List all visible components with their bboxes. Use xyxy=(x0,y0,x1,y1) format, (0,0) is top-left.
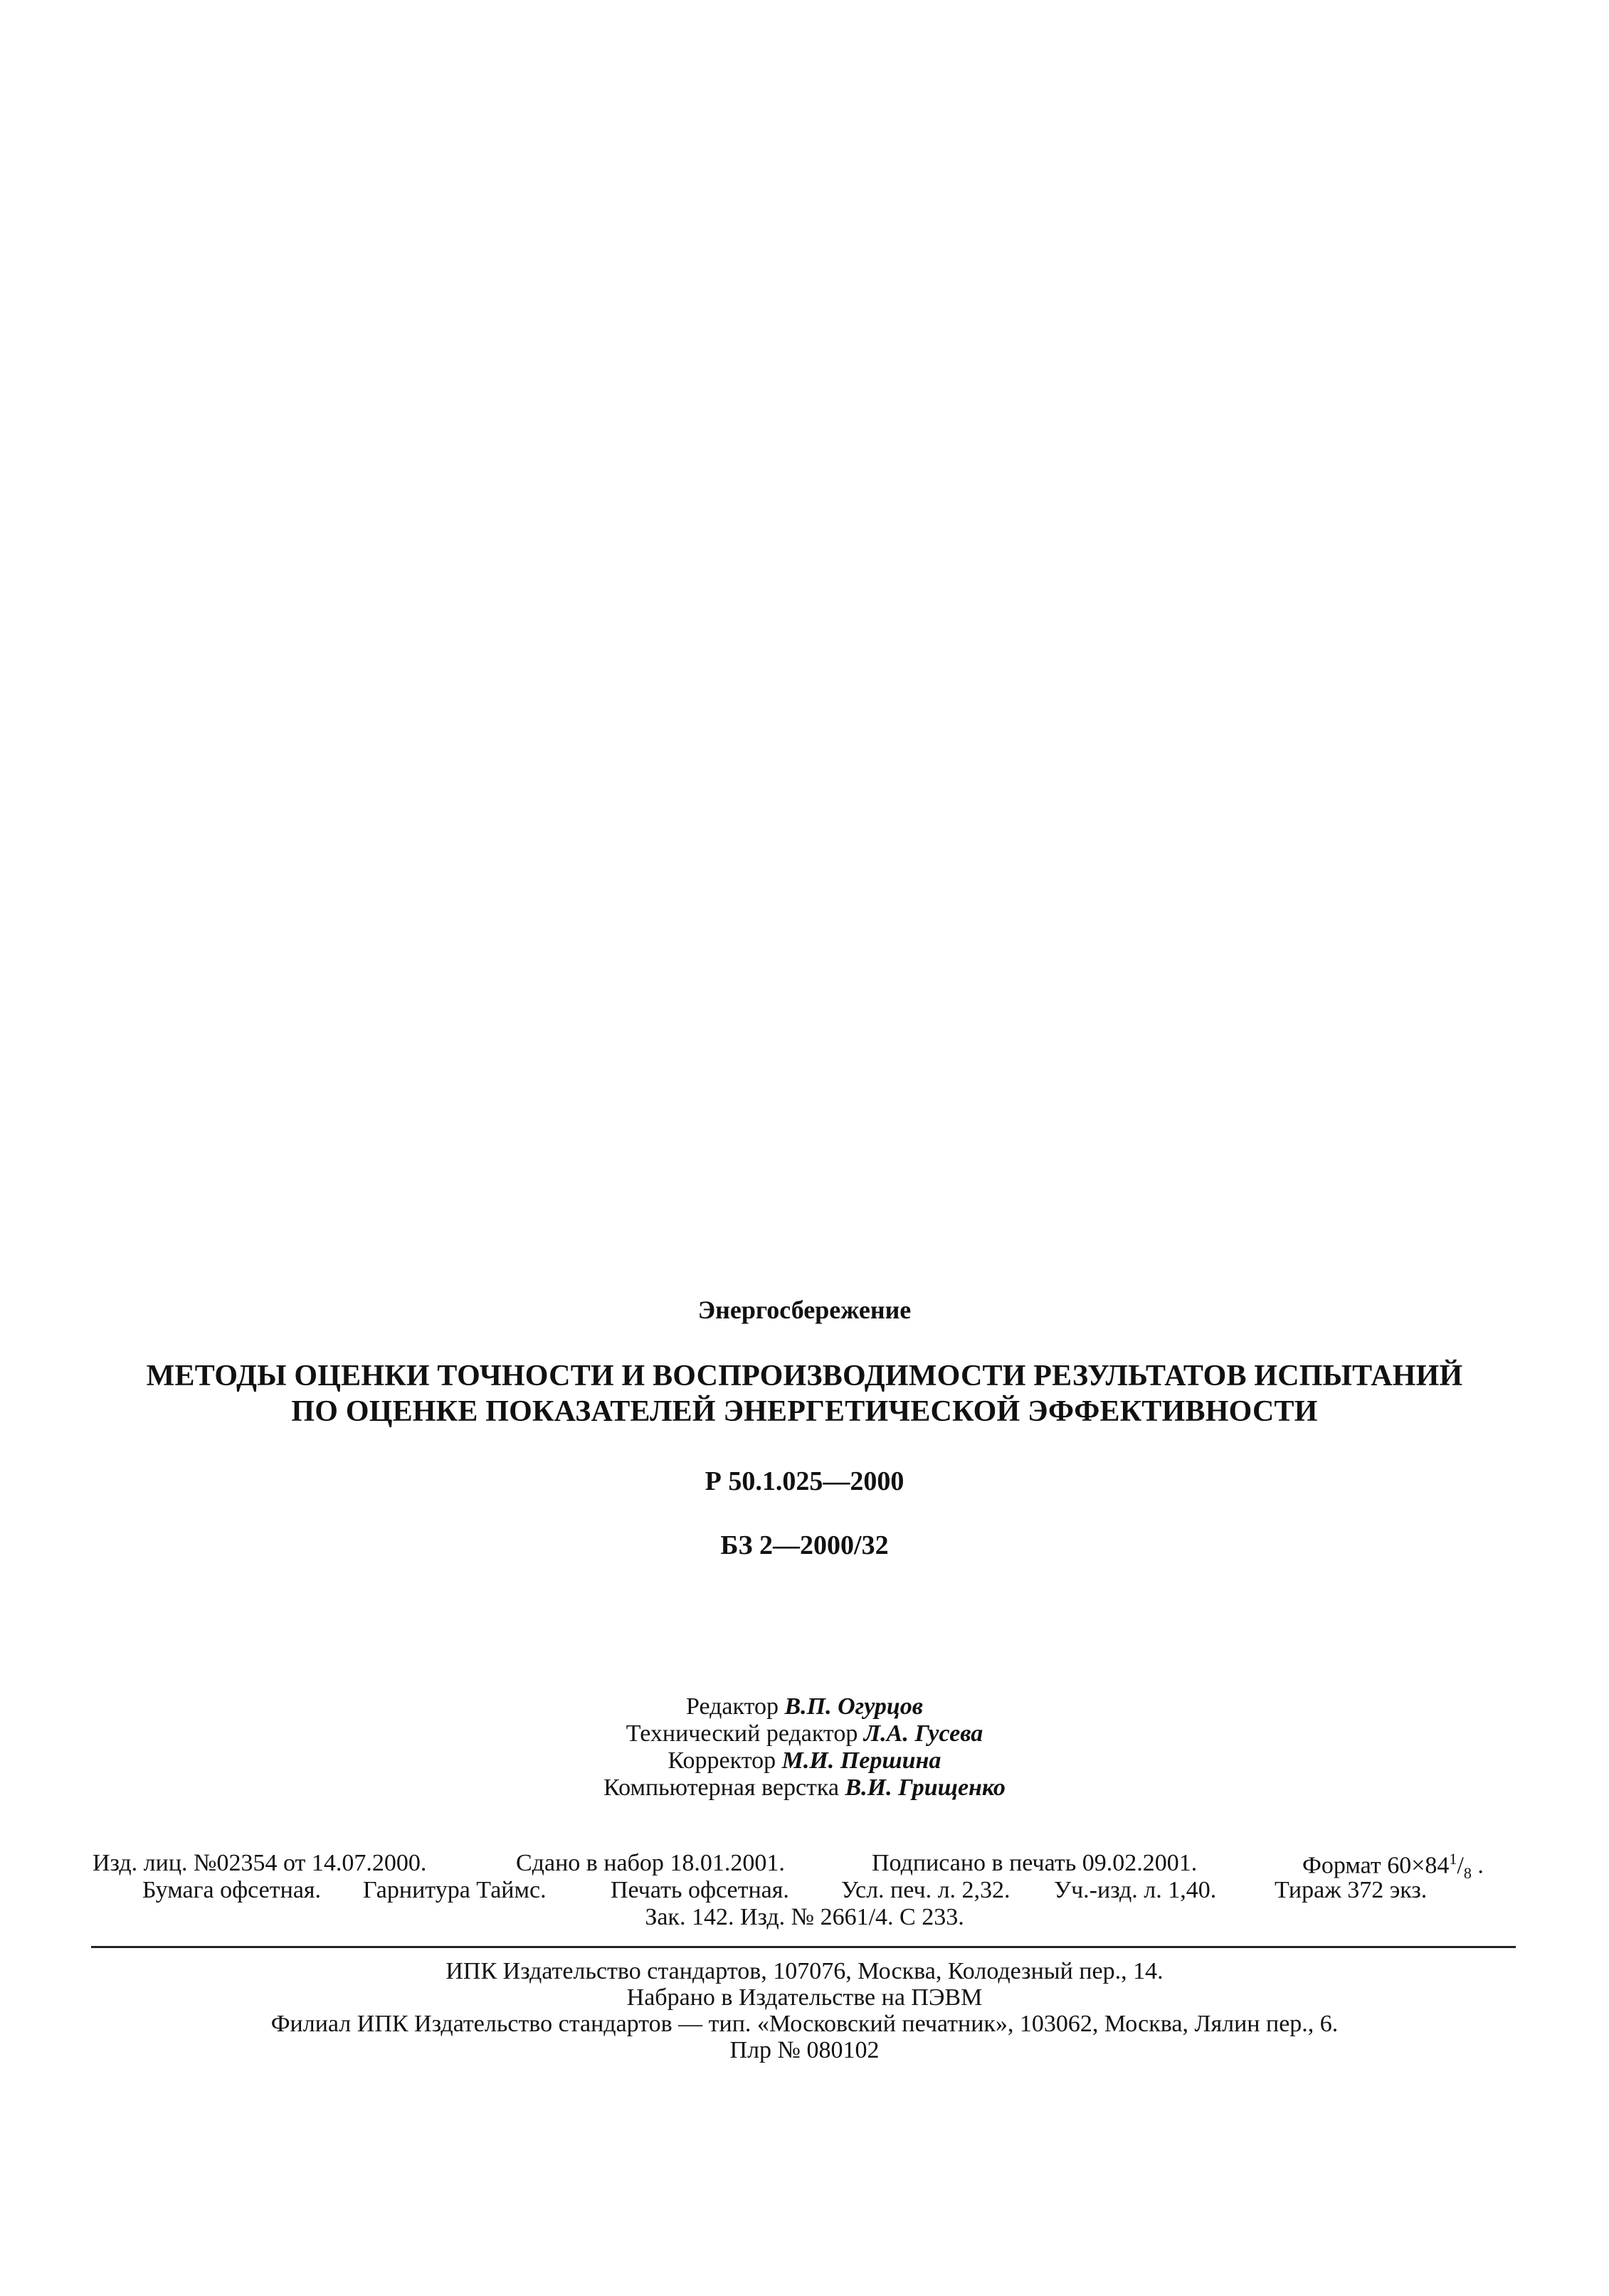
imprint-format-label: Формат 60×84 xyxy=(1302,1852,1450,1879)
imprint-row-1 xyxy=(93,1850,1516,1883)
imprint-format-end: . xyxy=(1471,1852,1484,1879)
printer-line: Плр № 080102 xyxy=(729,2037,880,2063)
credit-role: Технический редактор xyxy=(626,1720,858,1747)
imprint-order-line: Зак. 142. Изд. № 2661/4. С 233. xyxy=(645,1904,964,1930)
credit-role: Компьютерная верстка xyxy=(603,1774,839,1801)
credit-layout xyxy=(0,1774,1609,1802)
document-designation: Р 50.1.025—2000 xyxy=(705,1466,904,1496)
credit-name: Л.А. Гусева xyxy=(863,1720,983,1747)
printer-block xyxy=(0,1958,1609,2063)
credit-name: М.И. Першина xyxy=(781,1747,941,1774)
imprint-print-sheets: Усл. печ. л. 2,32. xyxy=(841,1877,1011,1903)
document-title-line-2: ПО ОЦЕНКЕ ПОКАЗАТЕЛЕЙ ЭНЕРГЕТИЧЕСКОЙ ЭФФЕКТИВНОСТИ xyxy=(291,1395,1318,1428)
credits-block xyxy=(0,1693,1609,1802)
printer-line: Набрано в Издательстве на ПЭВМ xyxy=(626,1984,983,2011)
credit-proofreader xyxy=(0,1747,1609,1774)
credit-role: Корректор xyxy=(668,1747,776,1774)
credit-name: В.П. Огурцов xyxy=(784,1693,923,1720)
document-subject: Энергосбережение xyxy=(697,1296,912,1324)
document-title-line-1: МЕТОДЫ ОЦЕНКИ ТОЧНОСТИ И ВОСПРОИЗВОДИМОСТИ РЕЗУЛЬТАТОВ ИСПЫТАНИЙ xyxy=(146,1360,1463,1392)
imprint-pub-sheets: Уч.-изд. л. 1,40. xyxy=(1054,1877,1217,1903)
credit-editor xyxy=(0,1693,1609,1720)
printer-line: ИПК Издательство стандартов, 107076, Москва, Колодезный пер., 14. xyxy=(445,1958,1164,1984)
imprint-format: Формат $60\times 84^1/_8$ . xyxy=(1302,1850,1484,1883)
imprint-format-denominator: 8 xyxy=(1463,1864,1472,1883)
imprint-typeset: Сдано в набор 18.01.2001. xyxy=(516,1850,785,1876)
imprint-row-2 xyxy=(142,1877,1494,1905)
imprint-license: Изд. лиц. №02354 от 14.07.2000. xyxy=(93,1850,427,1876)
imprint-signed: Подписано в печать 09.02.2001. xyxy=(872,1850,1198,1876)
imprint-typeface: Гарнитура Таймс. xyxy=(363,1877,547,1903)
imprint-paper: Бумага офсетная. xyxy=(142,1877,322,1903)
credit-name: В.И. Грищенко xyxy=(845,1774,1006,1801)
imprint-format-numerator: 1 xyxy=(1449,1850,1457,1868)
credit-role: Редактор xyxy=(686,1693,779,1720)
catalog-number: БЗ 2—2000/32 xyxy=(720,1530,889,1560)
imprint-printing: Печать офсетная. xyxy=(611,1877,789,1903)
credit-technical-editor xyxy=(0,1720,1609,1747)
imprint-circulation: Тираж 372 экз. xyxy=(1275,1877,1428,1903)
horizontal-rule xyxy=(91,1946,1516,1948)
printer-line: Филиал ИПК Издательство стандартов — тип. «Московский печатник», 103062, Москва, Лялин пер., 6. xyxy=(270,2011,1339,2037)
